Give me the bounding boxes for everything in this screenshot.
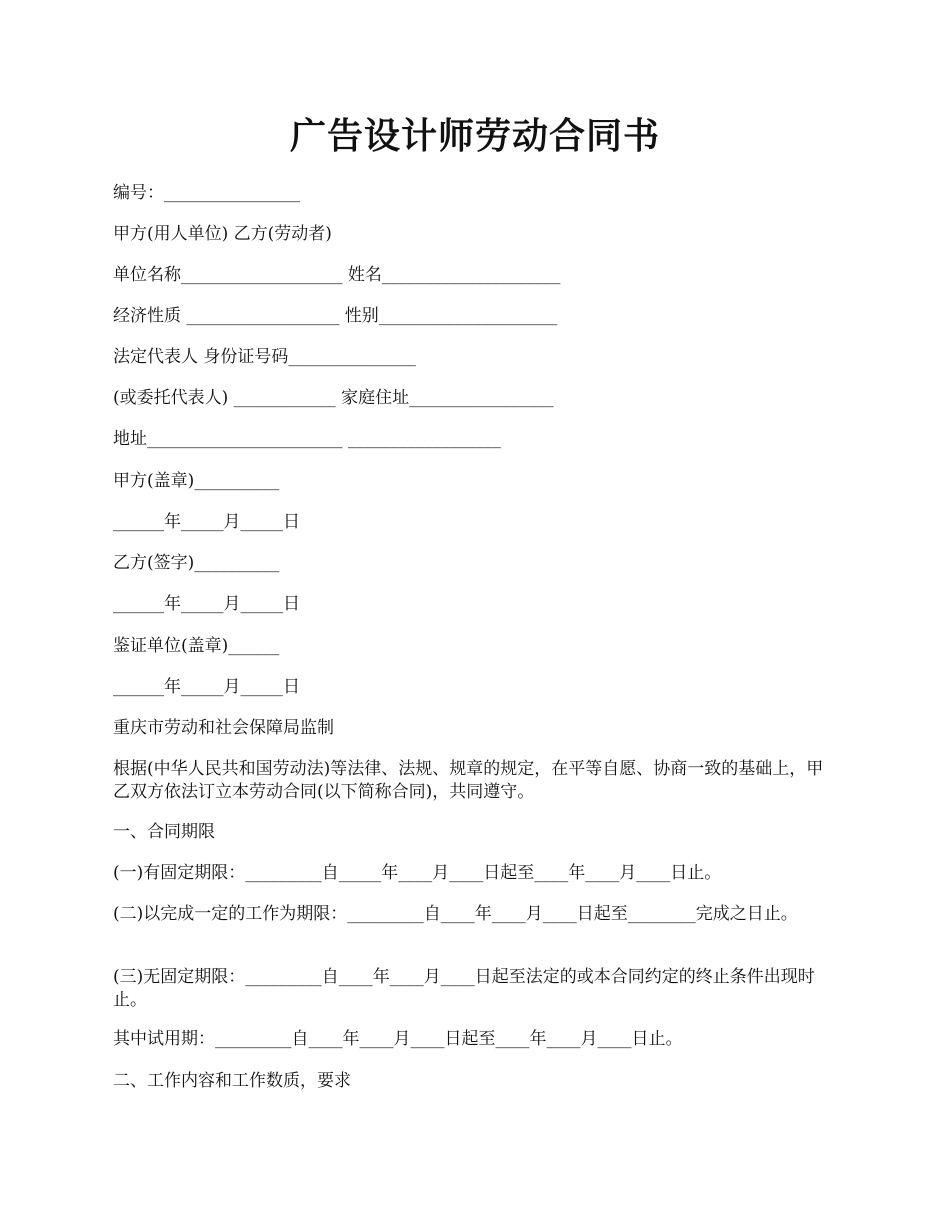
verification-date-line: ______年_____月_____日: [113, 677, 300, 697]
parties-line: 甲方(用人单位) 乙方(劳动者): [113, 224, 332, 244]
party-a-date-line: ______年_____月_____日: [113, 512, 300, 532]
section-2-heading: 二、工作内容和工作数质，要求: [113, 1071, 351, 1091]
contract-number-line: 编号：________________: [113, 183, 300, 203]
party-b-date-line: ______年_____月_____日: [113, 594, 300, 614]
address-line: 地址_______________________ __________________: [113, 429, 501, 449]
economic-nature-line: 经济性质 __________________ 性别_____________________: [113, 306, 558, 326]
legal-representative-line: 法定代表人 身份证号码_______________: [113, 347, 416, 367]
entrusted-representative-line: (或委托代表人) ____________ 家庭住址_________________: [113, 388, 554, 408]
section-1-heading: 一、合同期限: [113, 822, 215, 842]
supervision-line: 重庆市劳动和社会保障局监制: [113, 718, 334, 738]
preamble-paragraph: 根据(中华人民共和国劳动法)等法律、法规、规章的规定，在平等自愿、协商一致的基础上，甲乙双方依法订立本劳动合同(以下简称合同)，共同遵守。: [113, 759, 824, 802]
party-a-seal-line: 甲方(盖章)__________: [113, 471, 280, 491]
unit-name-line: 单位名称___________________ 姓名_____________________: [113, 265, 561, 285]
fixed-term-clause: (一)有固定期限：_________自_____年____月____日起至____年____月____日止。: [113, 863, 722, 883]
verification-unit-line: 鉴证单位(盖章)______: [113, 636, 280, 656]
task-term-clause: (二)以完成一定的工作为期限：_________自____年____月____日起至________完成之日止。: [113, 904, 798, 924]
party-b-signature-line: 乙方(签字)__________: [113, 553, 280, 573]
probation-clause: 其中试用期：_________自____年____月____日起至____年____月____日止。: [113, 1029, 683, 1049]
open-term-clause: (三)无固定期限：_________自____年____月____日起至法定的或本合同约定的终止条件出现时止。: [113, 967, 815, 1010]
document-title: 广告设计师劳动合同书: [289, 115, 660, 157]
